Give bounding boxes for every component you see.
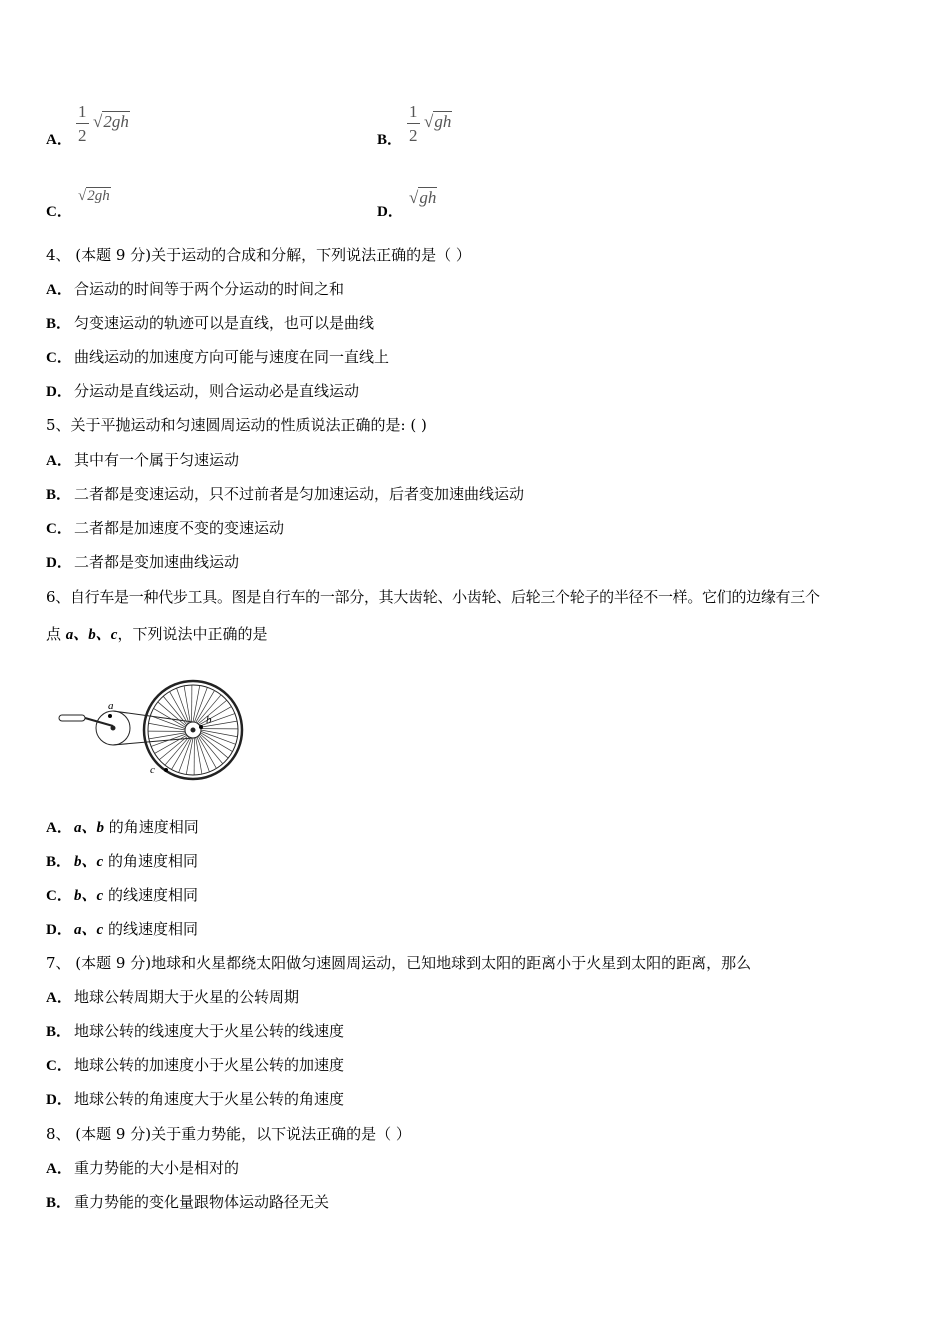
q7-option-d [46,1089,344,1110]
wheel-spoke [163,696,187,725]
label-a: a [108,700,114,712]
q5-option-a [46,450,239,471]
q7-stem: 7、 (本题 9 分)地球和火星都绕太阳做匀速圆周运动，已知地球到太阳的距离小于火星到太阳的距离，那么 [46,954,752,972]
option-label: D． [46,384,72,400]
q7-option-a [46,987,299,1008]
bicycle-gear-figure [55,678,250,783]
q5-option-b [46,484,524,505]
radicand: 2gh [87,188,110,204]
option-text: 分运动是直线运动，则合运动必是直线运动 [74,382,360,400]
option-label: D． [46,555,72,571]
option-text: 地球公转周期大于火星的公转周期 [74,988,300,1006]
wheel-spoke [165,737,189,765]
option-label: A． [46,132,72,148]
option-label: B． [46,854,72,870]
point-a [108,714,112,718]
option-text: 二者都是变速运动，只不过前者是匀加速运动，后者变加速曲线运动 [74,485,525,503]
q8-option-b [46,1192,329,1213]
option-text: 的角速度相同 [104,818,199,836]
option-label: B． [46,487,72,503]
option-label: B． [46,1024,72,1040]
q6-option-d [46,919,198,940]
option-text: 的线速度相同 [103,920,198,938]
sqrt-expression: √gh [409,188,437,207]
q4-option-c [46,347,389,368]
option-text: 地球公转的线速度大于火星公转的线速度 [74,1022,345,1040]
q8-option-a [46,1158,239,1179]
fraction-bar [407,123,420,124]
option-label: C． [46,204,72,220]
option-label: A． [46,820,72,836]
option-text: 二者都是变加速曲线运动 [74,553,240,571]
option-label: B． [377,132,403,148]
option-label: B． [46,316,72,332]
point-c [164,768,168,772]
option-text: 的线速度相同 [103,886,198,904]
q6-option-c [46,885,198,906]
option-label: A． [46,1161,72,1177]
option-vars: a、c [74,922,104,938]
radicand: gh [419,188,437,207]
stem-text: ，下列说法中正确的是 [117,625,268,643]
option-text: 二者都是加速度不变的变速运动 [74,519,285,537]
fraction-numerator: 1 [78,102,87,121]
label-b: b [206,714,212,726]
option-label: D． [46,1092,72,1108]
option-label: C． [46,521,72,537]
q4-stem: 4、 (本题 9 分)关于运动的合成和分解，下列说法正确的是（ ） [46,246,471,264]
q7-option-b [46,1021,344,1042]
q6-option-b [46,851,198,872]
option-label: D． [46,922,72,938]
fraction-denominator: 2 [409,126,418,145]
wheel-spoke [200,734,228,758]
option-text: 其中有一个属于匀速运动 [74,451,240,469]
wheel-spoke [198,700,227,724]
sqrt-expression: √gh [424,112,452,131]
pedal [59,715,85,721]
sqrt-expression: √2gh [78,188,110,204]
q4-option-d [46,381,359,402]
q5-option-d [46,552,239,573]
option-text: 曲线运动的加速度方向可能与速度在同一直线上 [74,348,390,366]
stem-text: 点 [46,625,66,643]
q6-option-a [46,817,199,838]
option-text: 匀变速运动的轨迹可以是直线，也可以是曲线 [74,314,375,332]
option-text: 重力势能的变化量跟物体运动路径无关 [74,1193,330,1211]
wheel-spoke [199,735,223,764]
radicand: 2gh [103,112,129,131]
option-text: 地球公转的加速度小于火星公转的加速度 [74,1056,345,1074]
option-text: 合运动的时间等于两个分运动的时间之和 [74,280,345,298]
option-label: A． [46,453,72,469]
q5-stem: 5、关于平抛运动和匀速圆周运动的性质说法正确的是: ( ) [46,416,427,434]
q6-stem-line2 [46,624,267,645]
point-b [199,725,203,729]
radicand: gh [434,112,452,131]
option-label: A． [46,282,72,298]
fraction-numerator: 1 [409,102,418,121]
option-text: 的角速度相同 [103,852,198,870]
q4-option-a [46,279,344,300]
q7-option-c [46,1055,344,1076]
option-text: 重力势能的大小是相对的 [74,1159,240,1177]
q6-stem-line1: 6、自行车是一种代步工具。图是自行车的一部分，其大齿轮、小齿轮、后轮三个轮子的半径不一样。它们的边缘有三个 [46,588,820,606]
sqrt-expression: √2gh [93,112,129,131]
q5-option-c [46,518,284,539]
label-c: c [150,764,155,776]
stem-vars: a、b、c [65,627,118,643]
option-label: C． [46,1058,72,1074]
option-label: C． [46,888,72,904]
fraction-denominator: 2 [78,126,87,145]
fraction-bar [76,123,89,124]
option-vars: b、c [74,888,104,904]
option-text: 地球公转的角速度大于火星公转的角速度 [74,1090,345,1108]
q8-stem: 8、 (本题 9 分)关于重力势能，以下说法正确的是（ ） [46,1125,411,1143]
q4-option-b [46,313,374,334]
option-label: B． [46,1195,72,1211]
wheel-spoke [158,702,186,726]
option-label: A． [46,990,72,1006]
option-vars: b、c [74,854,104,870]
option-vars: a、b [74,820,105,836]
option-label: C． [46,350,72,366]
option-label: D． [377,204,403,220]
